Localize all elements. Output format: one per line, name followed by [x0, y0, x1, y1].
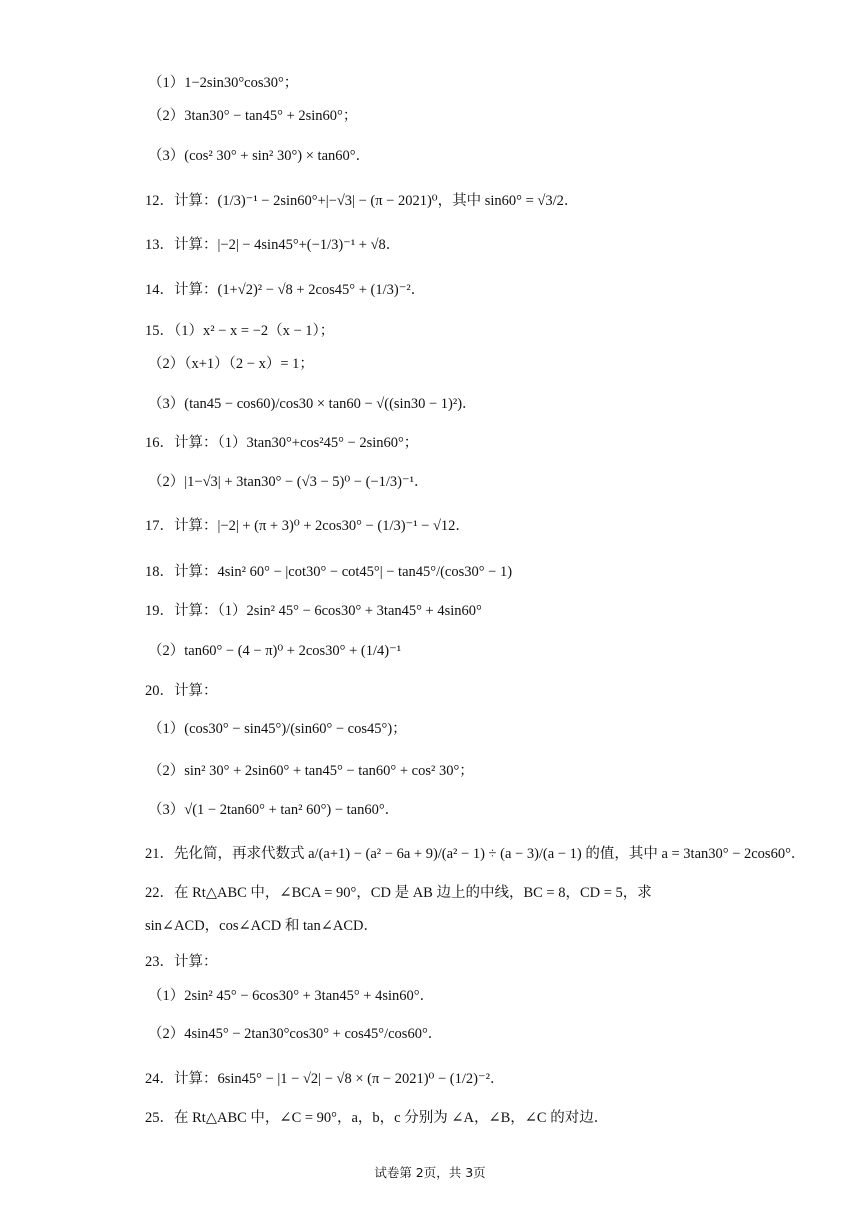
- problem-20-part-3: （3）√(1 − 2tan60° + tan² 60°) − tan60°．: [148, 802, 400, 818]
- problem-21: 21．先化简，再求代数式 a/(a+1) − (a² − 6a + 9)/(a² − 1) ÷ (a − 3)/(a − 1) 的值，其中 a = 3tan30° − 2cos60°．: [145, 846, 806, 862]
- problem-19-part-1: 19．计算：（1）2sin² 45° − 6cos30° + 3tan45° + 4sin60°: [145, 603, 482, 619]
- problem-15-part-1: 15．（1）x² − x = −2（x − 1）；: [145, 323, 335, 339]
- problem-17: 17．计算：|−2| + (π + 3)⁰ + 2cos30° − (1/3)⁻¹ − √12．: [145, 518, 470, 534]
- problem-23-part-1: （1）2sin² 45° − 6cos30° + 3tan45° + 4sin60°．: [148, 988, 435, 1004]
- page-footer: 试卷第 2页，共 3页: [374, 1165, 486, 1180]
- problem-24: 24．计算：6sin45° − |1 − √2| − √8 × (π − 2021)⁰ − (1/2)⁻²．: [145, 1071, 505, 1087]
- problem-16-part-2: （2）|1−√3| + 3tan30° − (√3 − 5)⁰ − (−1/3)⁻¹．: [148, 474, 429, 490]
- problem-23: 23．计算：: [145, 954, 218, 970]
- problem-23-part-2: （2）4sin45° − 2tan30°cos30° + cos45°/cos60°．: [148, 1026, 443, 1042]
- problem-22-line-2: sin∠ACD，cos∠ACD 和 tan∠ACD．: [145, 918, 379, 934]
- problem-16-part-1: 16．计算：（1）3tan30°+cos²45° − 2sin60°；: [145, 435, 419, 451]
- problem-11-part-3: （3）(cos² 30° + sin² 30°) × tan60°．: [148, 148, 371, 164]
- problem-25: 25．在 Rt△ABC 中，∠C = 90°，a，b，c 分别为 ∠A，∠B，∠C 的对边．: [145, 1110, 609, 1126]
- problem-19-part-2: （2）tan60° − (4 − π)⁰ + 2cos30° + (1/4)⁻¹: [148, 643, 402, 659]
- problem-20-part-1: （1）(cos30° − sin45°)/(sin60° − cos45°)；: [148, 721, 407, 737]
- problem-15-part-3: （3）(tan45 − cos60)/cos30 × tan60 − √((sin30 − 1)²)．: [148, 396, 477, 412]
- problem-13: 13．计算：|−2| − 4sin45°+(−1/3)⁻¹ + √8．: [145, 237, 401, 253]
- problem-20: 20．计算：: [145, 683, 218, 699]
- problem-22-line-1: 22．在 Rt△ABC 中，∠BCA = 90°，CD 是 AB 边上的中线，BC = 8，CD = 5，求: [145, 885, 652, 901]
- problem-11-part-1: （1）1−2sin30°cos30°；: [148, 75, 299, 91]
- problem-12: 12．计算：(1/3)⁻¹ − 2sin60°+|−√3| − (π − 2021)⁰，其中 sin60° = √3/2．: [145, 193, 579, 209]
- problem-11-part-2: （2）3tan30° − tan45° + 2sin60°；: [148, 108, 358, 124]
- problem-18: 18．计算：4sin² 60° − |cot30° − cot45°| − tan45°/(cos30° − 1): [145, 564, 513, 580]
- problem-14: 14．计算：(1+√2)² − √8 + 2cos45° + (1/3)⁻²．: [145, 282, 426, 298]
- problem-20-part-2: （2）sin² 30° + 2sin60° + tan45° − tan60° + cos² 30°；: [148, 763, 474, 779]
- problem-15-part-2: （2）（x+1）（2 − x）= 1；: [148, 356, 314, 372]
